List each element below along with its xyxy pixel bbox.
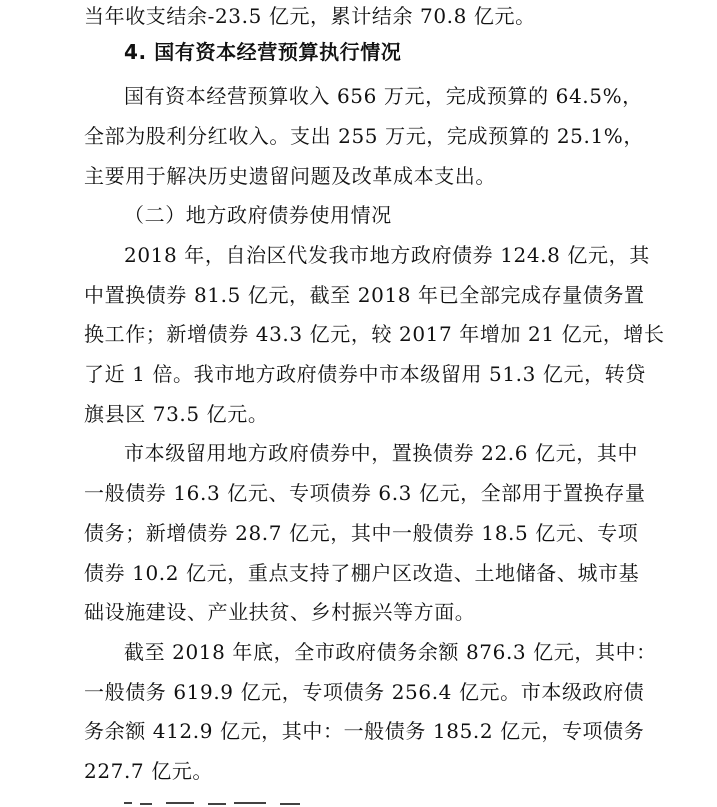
paragraph-line: 债务；新增债券 28.7 亿元，其中一般债券 18.5 亿元、专项	[84, 521, 639, 545]
paragraph-line: 国有资本经营预算收入 656 万元，完成预算的 64.5%，	[124, 84, 643, 108]
paragraph-line: 截至 2018 年底，全市政府债务余额 876.3 亿元，其中：	[124, 640, 657, 664]
paragraph-line: 务余额 412.9 亿元，其中：一般债务 185.2 亿元，专项债务	[84, 719, 645, 743]
paragraph-line: 2018 年，自治区代发我市地方政府债券 124.8 亿元，其	[124, 243, 650, 267]
paragraph-line: 旗县区 73.5 亿元。	[84, 402, 269, 426]
paragraph-line: 换工作；新增债券 43.3 亿元，较 2017 年增加 21 亿元，增长	[84, 322, 665, 346]
paragraph-line: 债券 10.2 亿元，重点支持了棚户区改造、土地储备、城市基	[84, 561, 640, 585]
section-heading: 4. 国有资本经营预算执行情况	[124, 40, 402, 64]
paragraph-line: 市本级留用地方政府债券中，置换债券 22.6 亿元，其中	[124, 441, 639, 465]
paragraph-line: 一般债券 16.3 亿元、专项债券 6.3 亿元，全部用于置换存量	[84, 481, 646, 505]
cutoff-next-heading	[124, 797, 344, 807]
paragraph-line: 主要用于解决历史遗留问题及改革成本支出。	[84, 164, 496, 188]
subsection-heading: （二）地方政府债券使用情况	[124, 203, 392, 227]
paragraph-line: 全部为股利分红收入。支出 255 万元，完成预算的 25.1%，	[84, 124, 644, 148]
paragraph-line: 中置换债券 81.5 亿元，截至 2018 年已全部完成存量债务置	[84, 283, 645, 307]
paragraph-line: 础设施建设、产业扶贫、乡村振兴等方面。	[84, 600, 476, 624]
paragraph-line: 227.7 亿元。	[84, 759, 214, 783]
paragraph-line: 了近 1 倍。我市地方政府债券中市本级留用 51.3 亿元，转贷	[84, 362, 646, 386]
paragraph-line: 一般债务 619.9 亿元，专项债务 256.4 亿元。市本级政府债	[84, 680, 645, 704]
paragraph-line: 当年收支结余-23.5 亿元，累计结余 70.8 亿元。	[84, 4, 536, 28]
